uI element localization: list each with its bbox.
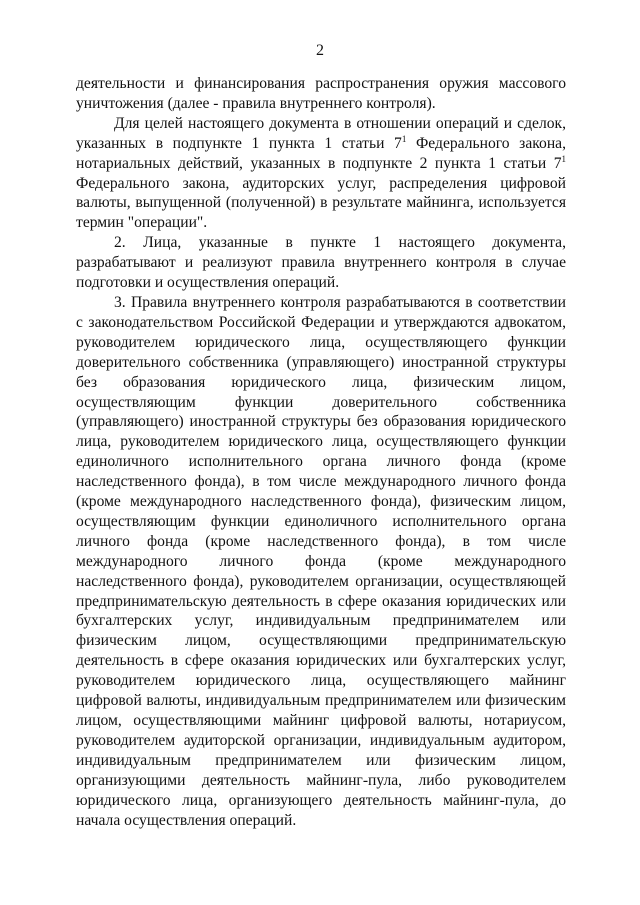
document-body (76, 74, 566, 830)
page-number: 2 (316, 42, 324, 59)
paragraph-item-2 (76, 233, 566, 293)
paragraph-text: Федерального закона, аудиторских услуг, распределения цифровой валюты, выпущенной (полученной) в результате майнинга, используется термин "операции". (76, 174, 566, 232)
paragraph-text: Для целей настоящего документа в отношении операций и сделок, указанных в подпункте 1 пункта 1 статьи 7 (76, 114, 566, 152)
paragraph-definition (76, 114, 566, 233)
superscript: 1 (561, 153, 566, 164)
paragraph-text: 3. Правила внутреннего контроля разрабатываются в соответствии с законодательством Российской Федерации и утверждаются адвокатом, руководителем юридического лица, осуществляющего функции доверительного собственника (управляющего) иностранной структуры без образования юридического лица, физическим лицом, осуществляющим функции доверительного собственника (управляющего) иностранной структуры без образования юридического лица, руководителем юридического лица, осуществляющего функции единоличного исполнительного органа личного фонда (кроме наследственного фонда), в том числе международного личного фонда (кроме международного наследственного фонда), физическим лицом, осуществляющим функции единоличного исполнительного органа личного фонда (кроме наследственного фонда), в том числе международного личного фонда (кроме международного наследственного фонда), руководителем организации, осуществляющей предпринимательскую деятельность в сфере оказания юридических или бухгалтерских услуг, индивидуальным предпринимателем или физическим лицом, осуществляющими предпринимательскую деятельность в сфере оказания юридических или бухгалтерских услуг, руководителем юридического лица, осуществляющего майнинг цифровой валюты, индивидуальным предпринимателем или физическим лицом, осуществляющими майнинг цифровой валюты, нотариусом, руководителем аудиторской организации, индивидуальным аудитором, индивидуальным предпринимателем или физическим лицом, организующими деятельность майнинг-пула, либо руководителем юридического лица, организующего деятельность майнинг-пула, до начала осуществления операций. (76, 293, 566, 829)
paragraph-item-3 (76, 293, 566, 830)
superscript: 1 (401, 133, 407, 144)
paragraph-text: 2. Лица, указанные в пункте 1 настоящего документа, разрабатывают и реализуют правила внутреннего контроля в случае подготовки и осуществления операций. (76, 234, 566, 292)
paragraph-text: деятельности и финансирования распространения оружия массового уничтожения (далее - правила внутреннего контроля). (76, 75, 566, 112)
paragraph-continuation (76, 74, 566, 114)
paragraph-text: Федерального закона, нотариальных действий, указанных в подпункте 2 пункта 1 статьи 7 (76, 134, 566, 172)
